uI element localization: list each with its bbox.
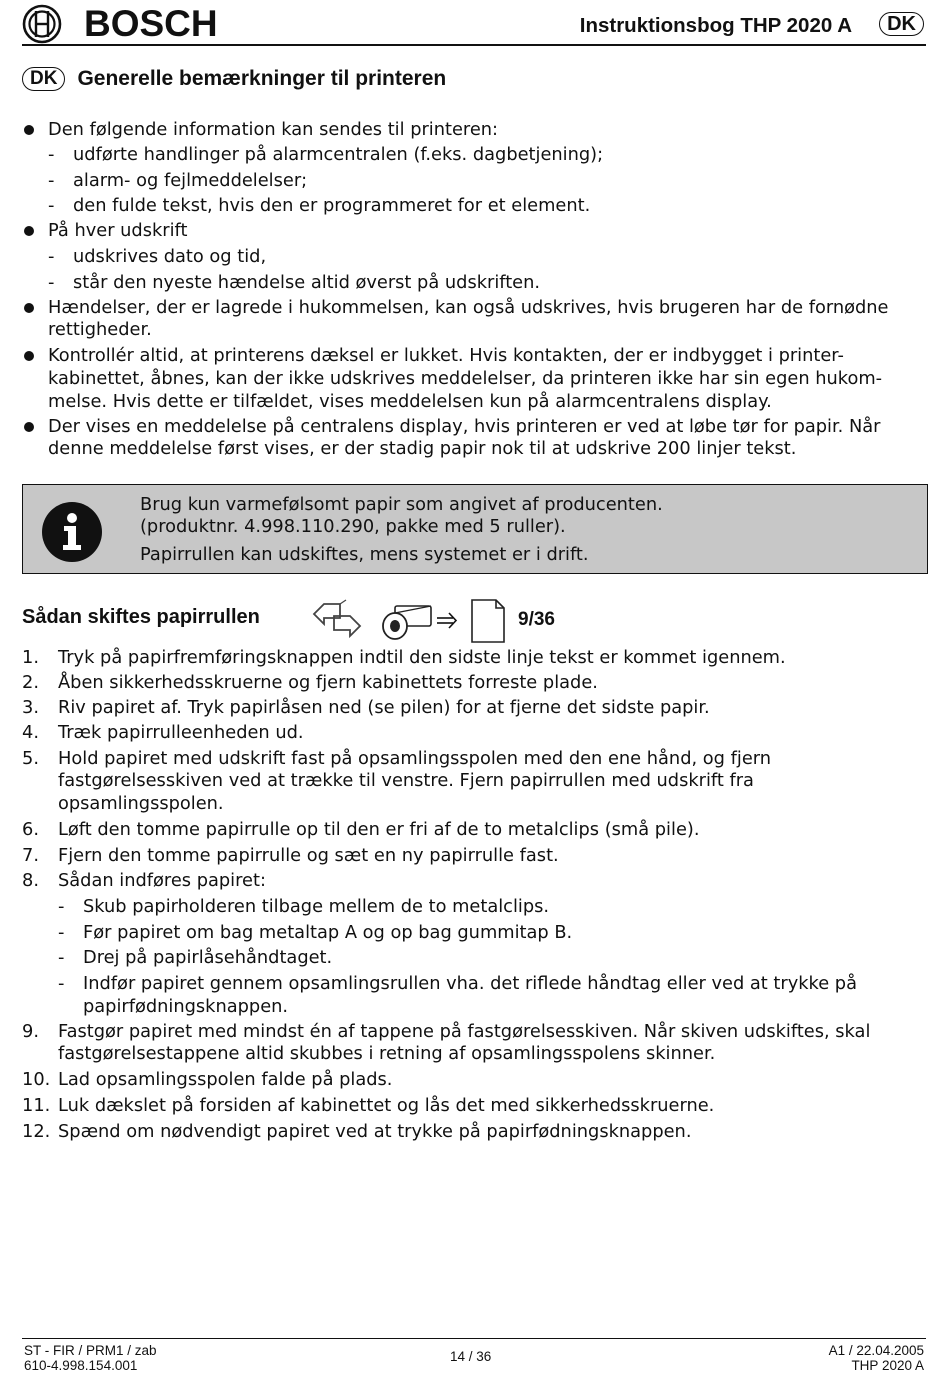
dash-marker: - [58, 973, 65, 994]
substep-text: Før papiret om bag metaltap A og op bag gummitap B. [83, 922, 573, 943]
section-heading [22, 67, 446, 91]
footer-doc-ref: ST - FIR / PRM1 / zab [24, 1343, 157, 1358]
footer-left [24, 1343, 157, 1373]
step-number: 6. [22, 819, 39, 840]
list-item-continuation: kabinettet, åbnes, kan der ikke udskrives meddelelser, da printeren ikke har sin egen hukom- [48, 368, 883, 389]
step-text: Sådan indføres papiret: [58, 870, 266, 891]
section-title: Generelle bemærkninger til printeren [77, 67, 447, 90]
language-badge: DK [879, 12, 924, 36]
list-item-continuation: rettigheder. [48, 319, 152, 340]
dash-marker: - [58, 947, 65, 968]
dash-marker: - [48, 195, 55, 216]
step-text: Løft den tomme papirrulle op til den er fri af de to metalclips (små pile). [58, 819, 700, 840]
step-text-continuation: fastgørelsesskiven ved at trække til venstre. Fjern papirrullen med udskrift fra [58, 770, 754, 791]
step-text: Træk papirrulleenheden ud. [58, 722, 304, 743]
step-number: 7. [22, 845, 39, 866]
step-number: 9. [22, 1021, 39, 1042]
dash-marker: - [48, 144, 55, 165]
footer-right [829, 1343, 924, 1373]
step-text: Hold papiret med udskrift fast på opsamlingsspolen med den ene hånd, og fjern [58, 748, 772, 769]
step-text: Fastgør papiret med mindst én af tappene på fastgørelsesskiven. Når skiven udskiftes, skal [58, 1021, 871, 1042]
info-icon [41, 501, 103, 563]
step-text: Riv papiret af. Tryk papirlåsen ned (se pilen) for at fjerne det sidste papir. [58, 697, 710, 718]
dash-marker: - [48, 170, 55, 191]
step-number: 11. [22, 1095, 51, 1116]
step-text-continuation: fastgørelsestappene altid skubbes i retning af opsamlingsspolens skinner. [58, 1043, 716, 1064]
document-title: Instruktionsbog THP 2020 A [579, 14, 852, 37]
document-page-icon [472, 600, 504, 642]
footer-revision: A1 / 22.04.2005 [828, 1343, 924, 1358]
bullet-icon [24, 226, 34, 236]
list-item: står den nyeste hændelse altid øverst på udskriften. [73, 272, 541, 293]
page-number: 14 / 36 [450, 1349, 492, 1364]
substep-text: Indfør papiret gennem opsamlingsrullen vha. det riflede håndtag eller ved at trykke på [83, 973, 857, 994]
list-item: Der vises en meddelelse på centralens display, hvis printeren er ved at løbe tør for papir. Når [48, 416, 881, 437]
info-text-line: Brug kun varmefølsomt papir som angivet af producenten. [140, 494, 663, 515]
brand-logo [22, 4, 218, 44]
substep-text: Drej på papirlåsehåndtaget. [83, 947, 333, 968]
step-number: 2. [22, 672, 39, 693]
step-number: 8. [22, 870, 39, 891]
step-text: Fjern den tomme papirrulle og sæt en ny papirrulle fast. [58, 845, 559, 866]
substep-text: Skub papirholderen tilbage mellem de to metalclips. [83, 896, 550, 917]
step-text: Spænd om nødvendigt papiret ved at trykke på papirfødningsknappen. [58, 1121, 692, 1142]
page-footer [22, 1338, 926, 1373]
footer-product: THP 2020 A [851, 1358, 924, 1373]
step-text: Tryk på papirfremføringsknappen indtil den sidste linje tekst er kommet igennem. [58, 647, 786, 668]
list-item-continuation: melse. Hvis dette er tilfældet, vises meddelelsen kun på alarmcentralens display. [48, 391, 772, 412]
info-note-box [22, 484, 928, 574]
page-reference: 9/36 [518, 609, 555, 630]
step-number: 4. [22, 722, 39, 743]
list-item: Hændelser, der er lagrede i hukommelsen, kan også udskrives, hvis brugeren har de fornødne [48, 297, 889, 318]
info-text-line: Papirrullen kan udskiftes, mens systemet er i drift. [140, 544, 589, 565]
double-arrow-right-icon [437, 613, 456, 628]
step-text: Åben sikkerhedsskruerne og fjern kabinettets forreste plade. [58, 672, 598, 693]
step-number: 3. [22, 697, 39, 718]
dash-marker: - [58, 896, 65, 917]
section-language-badge: DK [22, 67, 65, 91]
list-item: udskrives dato og tid, [73, 246, 267, 267]
bullet-icon [24, 351, 34, 361]
bullet-icon [24, 422, 34, 432]
step-number: 5. [22, 748, 39, 769]
list-item: Den følgende information kan sendes til printeren: [48, 119, 499, 140]
step-text: Lad opsamlingsspolen falde på plads. [58, 1069, 393, 1090]
dash-marker: - [48, 246, 55, 267]
brand-name: BOSCH [84, 3, 218, 44]
paper-roll-icon [383, 606, 431, 639]
list-item: Kontrollér altid, at printerens dæksel er lukket. Hvis kontakten, der er indbygget i printer- [48, 345, 844, 366]
page-header [22, 4, 926, 46]
step-number: 12. [22, 1121, 51, 1142]
info-text-line: (produktnr. 4.998.110.290, pakke med 5 ruller). [140, 516, 566, 537]
list-item: den fulde tekst, hvis den er programmeret for et element. [73, 195, 591, 216]
step-text: Luk dækslet på forsiden af kabinettet og lås det med sikkerhedsskruerne. [58, 1095, 715, 1116]
list-item: alarm- og fejlmeddelelser; [73, 170, 308, 191]
procedure-icons [310, 598, 510, 648]
dash-marker: - [58, 922, 65, 943]
step-number: 1. [22, 647, 39, 668]
step-text-continuation: opsamlingsspolen. [58, 793, 224, 814]
procedure-title: Sådan skiftes papirrullen [22, 606, 260, 628]
list-item: På hver udskrift [48, 220, 188, 241]
bullet-icon [24, 303, 34, 313]
bosch-armature-icon [22, 4, 62, 44]
bullet-icon [24, 125, 34, 135]
exchange-arrows-icon [314, 600, 360, 636]
dash-marker: - [48, 272, 55, 293]
list-item-continuation: denne meddelelse først vises, er der stadig papir nok til at udskrive 200 linjer tekst. [48, 438, 797, 459]
substep-text-continuation: papirfødningsknappen. [83, 996, 289, 1017]
footer-part-number: 610-4.998.154.001 [24, 1358, 138, 1373]
list-item: udførte handlinger på alarmcentralen (f.eks. dagbetjening); [73, 144, 604, 165]
step-number: 10. [22, 1069, 51, 1090]
